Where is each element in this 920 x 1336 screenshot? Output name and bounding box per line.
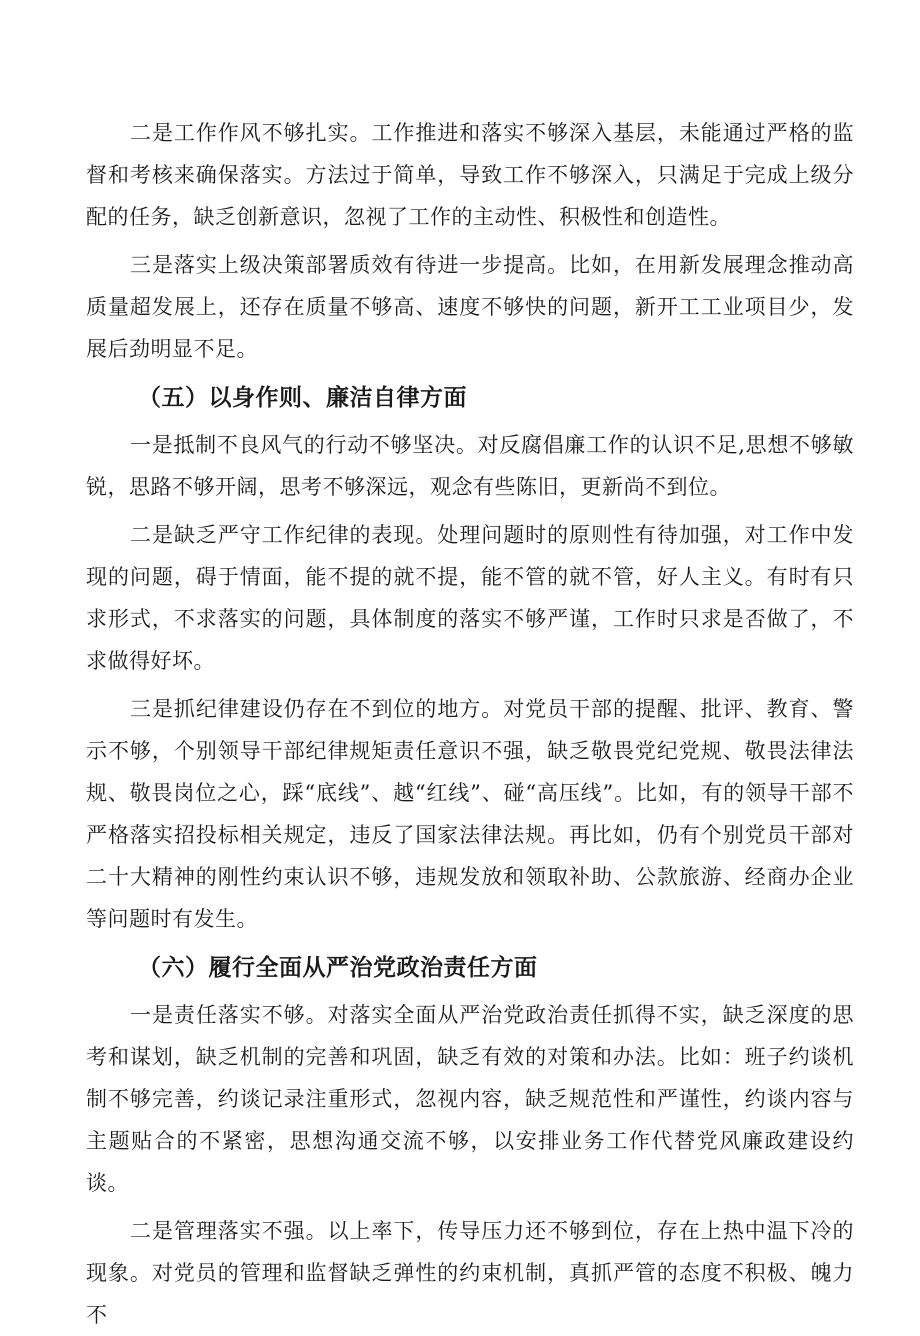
paragraph-resist-bad-practices: 一是抵制不良风气的行动不够坚决。对反腐倡廉工作的认识不足,思想不够敏锐，思路不够开阔，思考不够深远，观念有些陈旧，更新尚不到位。 xyxy=(86,433,854,499)
paragraph-discipline-building: 三是抓纪律建设仍存在不到位的地方。对党员干部的提醒、批评、教育、警示不够，个别领导干部纪律规矩责任意识不强，缺乏敬畏党纪党规、敬畏法律法规、敬畏岗位之心，踩“底线”、越“红线”、碰“高压线”。比如，有的领导干部不严格落实招投标相关规定，违反了国家法律法规。再比如，仍有个别党员干部对二十大精神的刚性约束认识不够，违规发放和领取补助、公款旅游、经商办企业等问题时有发生。 xyxy=(86,697,854,931)
paragraph-work-style: 二是工作作风不够扎实。工作推进和落实不够深入基层，未能通过严格的监督和考核来确保落实。方法过于简单，导致工作不够深入，只满足于完成上级分配的任务，缺乏创新意识，忽视了工作的主动性、积极性和创造性。 xyxy=(86,121,854,229)
paragraph-responsibility: 一是责任落实不够。对落实全面从严治党政治责任抓得不实，缺乏深度的思考和谋划，缺乏机制的完善和巩固，缺乏有效的对策和办法。比如：班子约谈机制不够完善，约谈记录注重形式，忽视内容，缺乏规范性和严谨性，约谈内容与主题贴合的不紧密，思想沟通交流不够，以安排业务工作代替党风廉政建设约谈。 xyxy=(86,1003,854,1195)
paragraph-management: 二是管理落实不强。以上率下，传导压力还不够到位，存在上热中温下冷的现象。对党员的管理和监督缺乏弹性的约束机制，真抓严管的态度不积极、魄力不 xyxy=(86,1219,854,1327)
paragraph-work-discipline: 二是缺乏严守工作纪律的表现。处理问题时的原则性有待加强，对工作中发现的问题，碍于情面，能不提的就不提，能不管的就不管，好人主义。有时有只求形式，不求落实的问题，具体制度的落实不够严谨，工作时只求是否做了，不求做得好坏。 xyxy=(86,523,854,673)
section-heading-five: （五）以身作则、廉洁自律方面 xyxy=(138,385,467,411)
paragraph-implementation: 三是落实上级决策部署质效有待进一步提高。比如，在用新发展理念推动高质量超发展上，还存在质量不够高、速度不够快的问题，新开工工业项目少，发展后劲明显不足。 xyxy=(86,253,854,361)
section-heading-six: （六）履行全面从严治党政治责任方面 xyxy=(138,955,538,981)
